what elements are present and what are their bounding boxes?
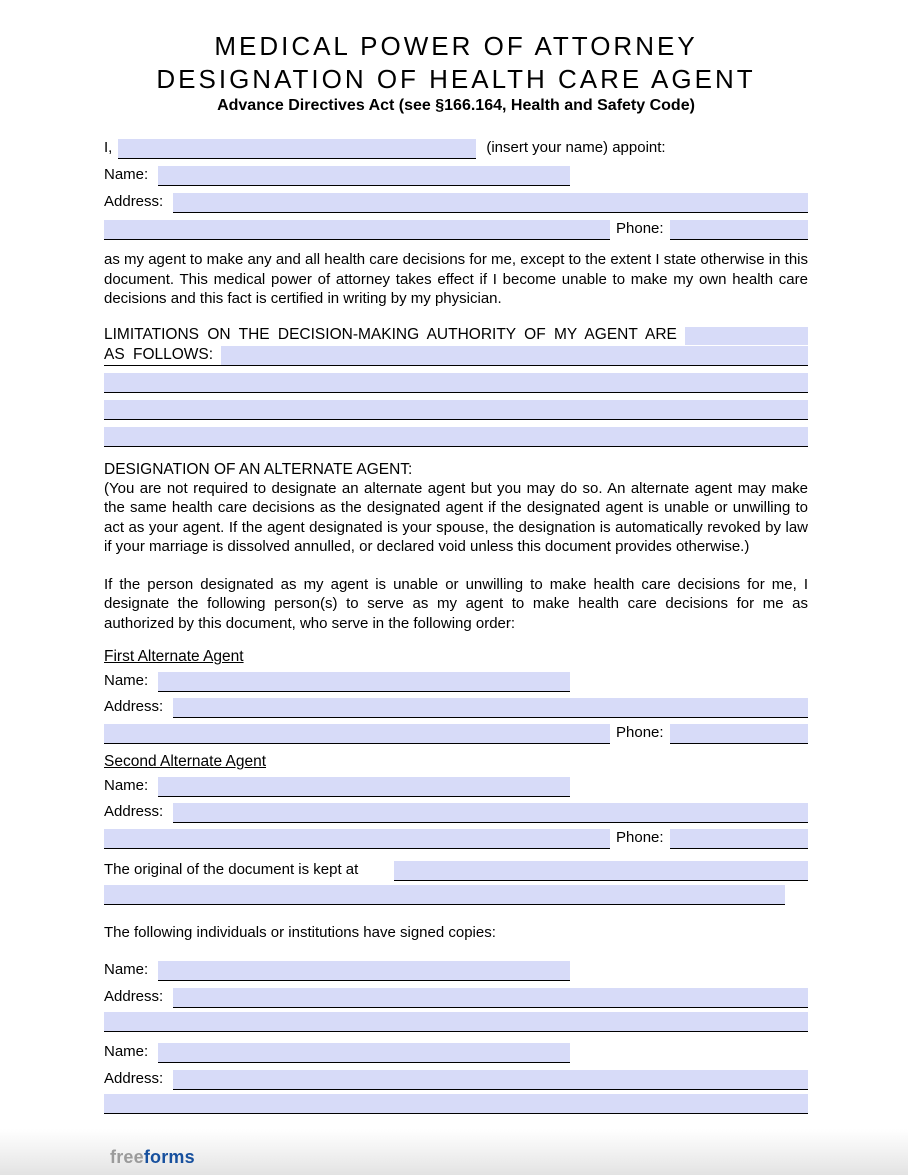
principal-name-row: [104, 132, 808, 159]
address-label: Address:: [104, 698, 164, 715]
name-label: Name:: [104, 777, 149, 794]
agent-address-row: [104, 186, 808, 213]
limitations-line4-row: [104, 399, 808, 420]
second-alt-address-field[interactable]: [173, 803, 808, 823]
name-label: Name:: [104, 166, 149, 183]
first-alternate-block: [104, 666, 808, 744]
limitations-field-line3[interactable]: [104, 373, 808, 393]
first-alt-name-field[interactable]: [158, 672, 570, 692]
copy1-name-field[interactable]: [158, 961, 570, 981]
copy2-address2-row: [104, 1090, 808, 1114]
original-kept-at-label: The original of the document is kept at: [104, 861, 359, 878]
agent-powers-paragraph: as my agent to make any and all health care decisions for me, except to the extent I state otherwise in this document. This medical power of attorney takes effect if I become unable to make my own health care decisions and this fact is certified in writing by my physician.: [104, 251, 808, 307]
address-label: Address:: [104, 1070, 164, 1087]
second-alt-address2-field[interactable]: [104, 829, 610, 849]
original-location2-field[interactable]: [104, 885, 785, 905]
copy2-address-row: [104, 1063, 808, 1090]
address-label: Address:: [104, 193, 164, 210]
logo-forms-text: forms: [143, 1146, 195, 1167]
phone-label: Phone:: [616, 724, 664, 741]
copy2-address-field[interactable]: [173, 1070, 808, 1090]
alternate-agent-heading: DESIGNATION OF AN ALTERNATE AGENT:: [104, 460, 413, 478]
original-location-row: [104, 855, 808, 881]
document-subtitle: Advance Directives Act (see §166.164, Health and Safety Code): [217, 97, 695, 114]
copy1-address2-field[interactable]: [104, 1012, 808, 1032]
second-alternate-heading: Second Alternate Agent: [104, 753, 267, 770]
copy1-name-row: [104, 954, 808, 981]
second-alt-name-row: [104, 771, 808, 797]
first-alternate-heading: First Alternate Agent: [104, 648, 244, 665]
signed-copies-label: The following individuals or institutions have signed copies:: [104, 924, 496, 941]
document-title-line2: DESIGNATION OF HEALTH CARE AGENT: [156, 64, 756, 94]
first-alt-address2-field[interactable]: [104, 724, 610, 744]
copy2-name-row: [104, 1036, 808, 1063]
phone-label: Phone:: [616, 829, 664, 846]
first-alt-address-field[interactable]: [173, 698, 808, 718]
original-location2-row: [104, 881, 808, 905]
limitations-field-line1-start[interactable]: [685, 327, 808, 345]
limitations-field-line5[interactable]: [104, 427, 808, 447]
agent-address2-field[interactable]: [104, 220, 610, 240]
name-label: Name:: [104, 1043, 149, 1060]
name-label: Name:: [104, 961, 149, 978]
copy1-address-field[interactable]: [173, 988, 808, 1008]
insert-name-suffix-label: (insert your name) appoint:: [486, 139, 666, 156]
limitations-line5-row: [104, 426, 808, 447]
limitations-heading-line1-row: [104, 325, 808, 345]
agent-name-row: [104, 159, 808, 186]
alternate-agent-paragraph: (You are not required to designate an alternate agent but you may do so. An alternate agent may make the same health care decisions as the designated agent if the designated agent is unable or unwilling to act as your agent. If the agent designated is your spouse, the designation is automatically revoked by law if your marriage is dissolved annulled, or declared void unless this document provides otherwise.): [104, 479, 808, 555]
second-alt-phone-row: [104, 823, 808, 849]
second-alt-name-field[interactable]: [158, 777, 570, 797]
limitations-line3-row: [104, 372, 808, 393]
principal-name-field[interactable]: [118, 139, 476, 159]
agent-address-field[interactable]: [173, 193, 808, 213]
address-label: Address:: [104, 803, 164, 820]
name-label: Name:: [104, 672, 149, 689]
second-alt-phone-field[interactable]: [670, 829, 808, 849]
copy2-name-field[interactable]: [158, 1043, 570, 1063]
limitations-section: [104, 325, 808, 447]
second-alternate-block: [104, 771, 808, 849]
copy1-address-row: [104, 981, 808, 1008]
signed-copy-block-2: [104, 1036, 808, 1114]
i-prefix-label: I,: [104, 139, 113, 156]
address-label: Address:: [104, 988, 164, 1005]
freeforms-logo: [110, 1147, 195, 1168]
agent-phone-row: [104, 213, 808, 240]
copy1-address2-row: [104, 1008, 808, 1032]
first-alt-address-row: [104, 692, 808, 718]
document-title-line1: MEDICAL POWER OF ATTORNEY: [214, 31, 698, 61]
copy2-address2-field[interactable]: [104, 1094, 808, 1114]
logo-free-text: free: [110, 1146, 144, 1167]
second-alt-address-row: [104, 797, 808, 823]
first-alt-phone-row: [104, 718, 808, 744]
limitations-field-line4[interactable]: [104, 400, 808, 420]
limitations-field-line2[interactable]: [221, 346, 808, 365]
designate-order-paragraph: If the person designated as my agent is unable or unwilling to make health care decisions for me, I designate the following person(s) to serve as my agent to make health care decisions for me as authorized by this document, who serve in the following order:: [104, 575, 808, 632]
phone-label: Phone:: [616, 220, 664, 237]
limitations-heading-line1: LIMITATIONS ON THE DECISION-MAKING AUTHORITY OF MY AGENT ARE: [104, 325, 677, 343]
original-location-field[interactable]: [394, 861, 808, 881]
agent-phone-field[interactable]: [670, 220, 808, 240]
limitations-heading-line2-row: [104, 345, 808, 366]
first-alt-phone-field[interactable]: [670, 724, 808, 744]
agent-name-field[interactable]: [158, 166, 570, 186]
limitations-heading-line2: AS FOLLOWS:: [104, 345, 214, 363]
signed-copy-block-1: [104, 954, 808, 1032]
page-footer: [0, 1129, 908, 1175]
appointment-block: [104, 132, 808, 240]
first-alt-name-row: [104, 666, 808, 692]
